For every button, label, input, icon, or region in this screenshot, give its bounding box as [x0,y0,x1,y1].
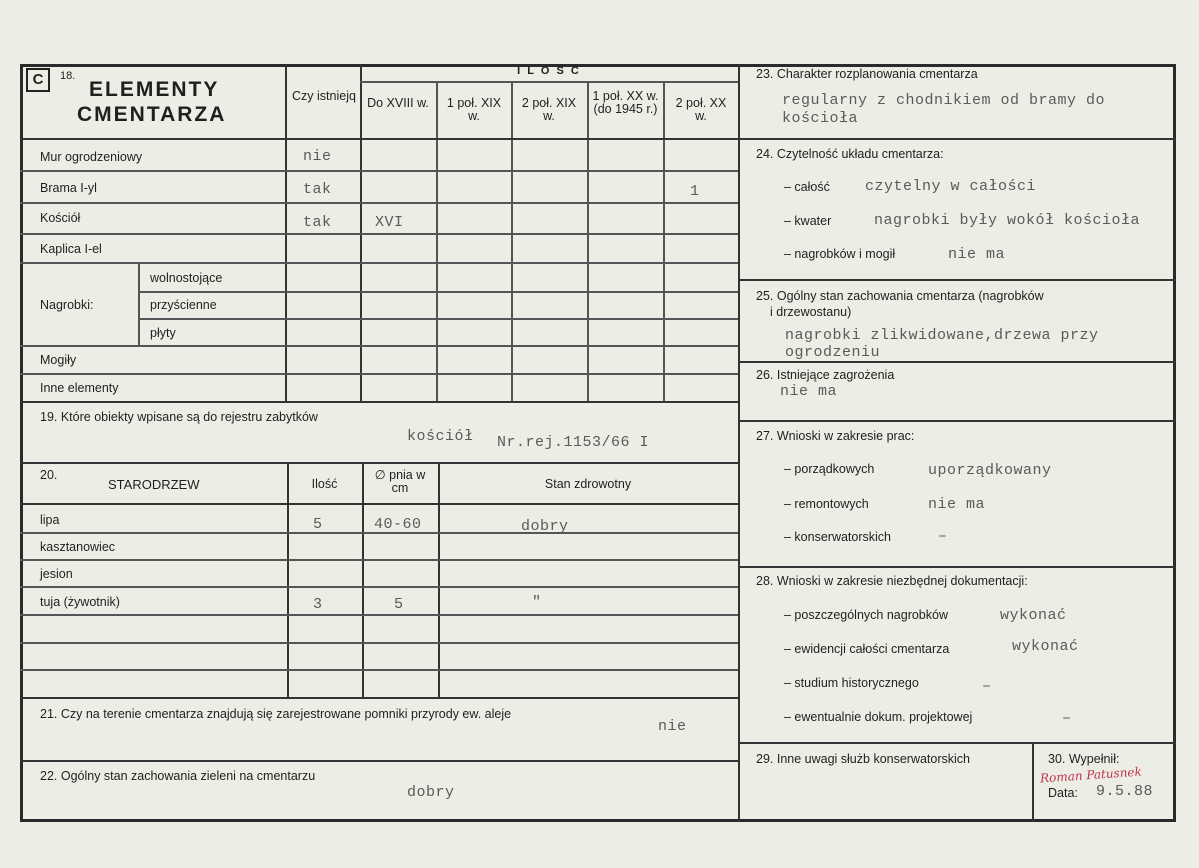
s21-value: nie [658,718,687,735]
tree-ilosc: 5 [313,516,323,533]
section-number: 18. [60,70,76,82]
s28-studium: – studium historycznego [784,676,919,690]
s24-label: 24. Czytelność układu cmentarza: [756,147,944,161]
s25-value-line1: nagrobki zlikwidowane,drzewa przy [785,327,1099,344]
s20-pnia-header: ∅ pnia w cm [374,468,426,495]
s24-kwater: – kwater [784,214,832,228]
s26-value: nie ma [780,383,838,400]
tree-stan: " [532,594,542,611]
s24-nagrobkow: – nagrobków i mogił [784,247,896,261]
s22-value: dobry [407,784,455,801]
s30-data-value: 9.5.88 [1096,783,1154,800]
s28-nagrobkow-value: wykonać [1000,607,1067,624]
s27-label: 27. Wnioski w zakresie prac: [756,429,915,443]
col-1pol-xx: 1 poł. XX w. (do 1945 r.) [592,89,659,116]
s19-value-kosciol: kościół [407,428,474,445]
s25-label-line1: 25. Ogólny stan zachowania cmentarza (nagrobków [756,289,1044,303]
s19-value-nr: Nr.rej.1153/66 I [497,434,650,451]
col-2pol-xx: 2 poł. XX w. [675,96,727,123]
row-mogily: Mogiły [40,353,77,367]
tree-name: kasztanowiec [40,540,116,554]
brama-czy-value: tak [303,181,332,198]
s23-value-line1: regularny z chodnikiem od bramy do [782,92,1106,109]
tree-name: lipa [40,513,60,527]
s27-remontowych-value: nie ma [928,496,986,513]
s23-value-line2: kościoła [782,110,859,127]
title-line2: CMENTARZA [77,103,227,126]
section-badge: C [26,68,50,92]
s30-data-label: Data: [1048,786,1078,800]
row-nagrobki: Nagrobki: [40,298,94,312]
s27-konserwatorskich-value: – [938,528,948,545]
row-przyscienne: przyścienne [150,298,217,312]
row-wolnostojace: wolnostojące [150,271,223,285]
s20-number: 20. [40,468,58,482]
s20-ilosc-header: Ilość [311,477,338,491]
row-plyty: płyty [150,326,176,340]
row-mur: Mur ogrodzeniowy [40,150,143,164]
s29-label: 29. Inne uwagi służb konserwatorskich [756,752,971,766]
row-inne: Inne elementy [40,381,119,395]
s27-konserwatorskich: – konserwatorskich [784,530,891,544]
kosciol-czy-value: tak [303,214,332,231]
tree-name: jesion [40,567,73,581]
s28-studium-value: – [982,678,992,695]
czy-istnieje-header: Czy istniejq [292,89,356,103]
col-do-xviii: Do XVIII w. [367,96,429,110]
s28-ewidencji-value: wykonać [1012,638,1079,655]
s21-label: 21. Czy na terenie cmentarza znajdują się zarejestrowane pomniki przyrody ew. aleje [40,707,512,721]
s22-label: 22. Ogólny stan zachowania zieleni na cmentarzu [40,769,316,783]
s27-remontowych: – remontowych [784,497,869,511]
s30-label: 30. Wypełnił: [1048,752,1120,766]
s24-calosc: – całość [784,180,830,194]
row-brama: Brama I-yl [40,181,97,195]
signature: Roman Patusnek [1039,764,1143,786]
s20-stan-header: Stan zdrowotny [544,477,632,491]
kosciol-do-value: XVI [375,214,404,231]
s28-projektowej-value: – [1062,710,1072,727]
tree-pien: 40-60 [374,516,422,533]
tree-ilosc: 3 [313,596,323,613]
mur-czy-value: nie [303,148,332,165]
s25-label-line2: i drzewostanu) [770,305,852,319]
s27-porzadkowych: – porządkowych [784,462,875,476]
col-1pol-xix: 1 poł. XIX w. [446,96,502,123]
s19-label: 19. Które obiekty wpisane są do rejestru zabytków [40,410,318,424]
s28-projektowej: – ewentualnie dokum. projektowej [784,710,973,724]
s24-kwater-value: nagrobki były wokół kościoła [874,212,1141,229]
s27-porzadkowych-value: uporządkowany [928,462,1052,479]
ilosc-header: I L O Ś Ć [517,65,581,77]
s24-calosc-value: czytelny w całości [865,178,1037,195]
col-2pol-xix: 2 poł. XIX w. [521,96,577,123]
s20-title: STARODRZEW [108,477,200,492]
title-line1: ELEMENTY [89,78,220,101]
row-kaplica: Kaplica I-el [40,242,102,256]
s24-nagrobkow-value: nie ma [948,246,1006,263]
s28-nagrobkow: – poszczególnych nagrobków [784,608,948,622]
s26-label: 26. Istniejące zagrożenia [756,368,895,382]
s28-ewidencji: – ewidencji całości cmentarza [784,642,950,656]
tree-name: tuja (żywotnik) [40,595,120,609]
s23-label: 23. Charakter rozplanowania cmentarza [756,67,978,81]
brama-2pol-value: 1 [690,183,700,200]
tree-stan: dobry [521,518,569,535]
tree-pien: 5 [394,596,404,613]
s25-value-line2: ogrodzeniu [785,344,881,361]
row-kosciol: Kościół [40,211,81,225]
s28-label: 28. Wnioski w zakresie niezbędnej dokumentacji: [756,574,1028,588]
